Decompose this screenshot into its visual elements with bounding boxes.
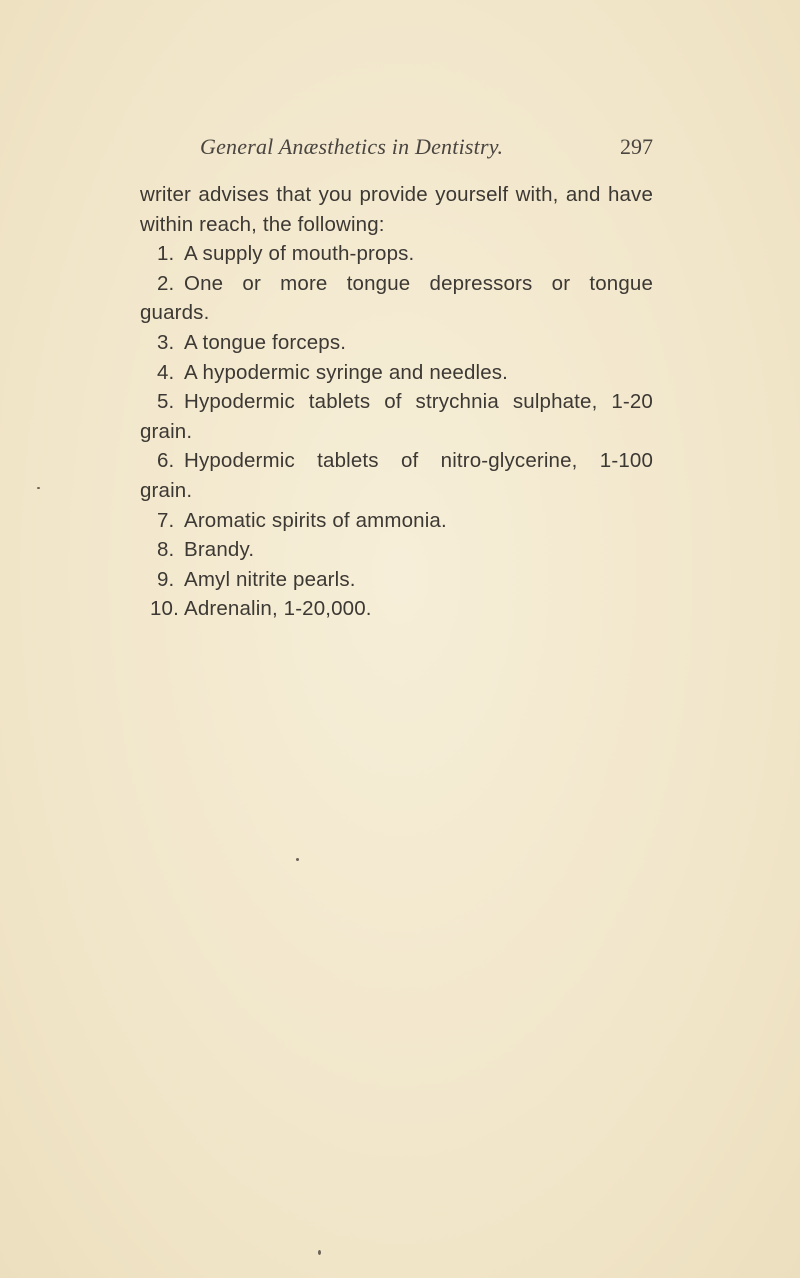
list-item bbox=[140, 387, 653, 417]
paragraph-line: writer advises that you provide yourself with, and have bbox=[140, 183, 653, 206]
list-item-number: 4. bbox=[157, 360, 175, 384]
list-item bbox=[140, 239, 653, 269]
list-item-number: 5. bbox=[157, 390, 175, 414]
list-item bbox=[140, 594, 653, 624]
list-item bbox=[140, 269, 653, 299]
list-item bbox=[140, 506, 653, 536]
list-item-number: 1. bbox=[157, 242, 175, 266]
list-item-text: Amyl nitrite pearls. bbox=[184, 567, 356, 591]
paper-speck bbox=[37, 487, 40, 489]
list-item-number: 10. bbox=[150, 597, 179, 621]
list-item-text: Aromatic spirits of ammonia. bbox=[184, 508, 447, 532]
running-head bbox=[130, 134, 653, 164]
list-item bbox=[140, 535, 653, 565]
list-item-text: Brandy. bbox=[184, 538, 255, 562]
list-item-number: 3. bbox=[157, 330, 175, 354]
list-item-number: 2. bbox=[157, 271, 175, 295]
list-item-continuation: grain. bbox=[140, 419, 193, 443]
list-item-number: 7. bbox=[157, 508, 175, 532]
list-item bbox=[140, 358, 653, 388]
paper-speck bbox=[318, 1250, 321, 1255]
list-item-text: Adrenalin, 1-20,000. bbox=[184, 597, 372, 621]
page-number: 297 bbox=[620, 134, 653, 159]
list-item-text: A hypodermic syringe and needles. bbox=[184, 360, 509, 384]
list-item bbox=[140, 565, 653, 595]
list-item-text: A supply of mouth-props. bbox=[184, 242, 415, 266]
paragraph-line: within reach, the following: bbox=[140, 212, 385, 236]
list-item-number: 6. bbox=[157, 449, 175, 473]
body-text bbox=[140, 180, 653, 624]
running-title: General Anæsthetics in Dentistry. bbox=[200, 134, 504, 159]
list-item bbox=[140, 328, 653, 358]
list-item-text: One or more tongue depressors or tongue bbox=[184, 271, 653, 295]
list-item bbox=[140, 446, 653, 476]
list-item-continuation: grain. bbox=[140, 478, 193, 502]
list-item-number: 8. bbox=[157, 538, 175, 562]
list-item-text: Hypodermic tablets of nitro-glycerine, 1-100 bbox=[184, 449, 653, 473]
list-item-number: 9. bbox=[157, 567, 175, 591]
list-item-continuation: guards. bbox=[140, 301, 210, 325]
list-item-text: A tongue forceps. bbox=[184, 330, 347, 354]
paper-speck bbox=[296, 858, 299, 861]
list-item-text: Hypodermic tablets of strychnia sulphate, 1-20 bbox=[184, 390, 653, 414]
